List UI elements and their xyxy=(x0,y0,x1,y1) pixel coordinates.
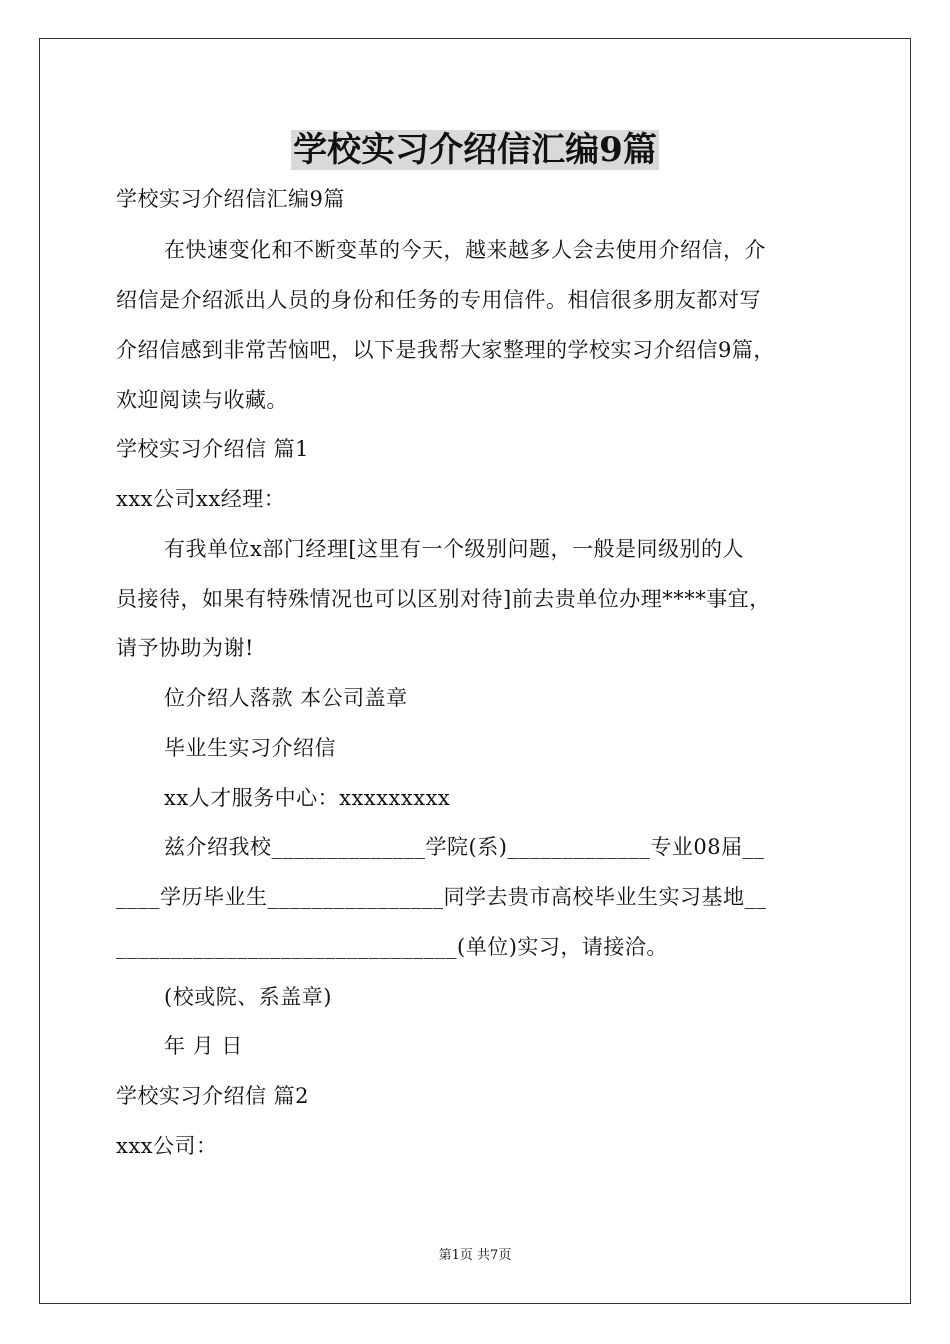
subtitle-line: 学校实习介绍信汇编9篇 xyxy=(116,187,345,211)
page-border xyxy=(39,38,911,1304)
body-line: 在快速变化和不断变革的今天，越来越多人会去使用介绍信，介 xyxy=(164,238,766,262)
salutation-line: xxx公司xx经理： xyxy=(116,487,286,511)
signature-line: 位介绍人落款 本公司盖章 xyxy=(164,686,408,710)
letter-heading: 毕业生实习介绍信 xyxy=(164,736,336,760)
body-line: 介绍信感到非常苦恼吧，以下是我帮大家整理的学校实习介绍信9篇， xyxy=(116,338,775,362)
body-line: 绍信是介绍派出人员的身份和任务的专用信件。相信很多朋友都对写 xyxy=(116,288,761,312)
stamp-line: (校或院、系盖章) xyxy=(164,985,332,1009)
salutation-line: xxx公司： xyxy=(116,1134,218,1158)
body-line: _______________________________(单位)实习，请接洽。 xyxy=(116,935,668,959)
body-line: 欢迎阅读与收藏。 xyxy=(116,388,288,412)
document-title xyxy=(0,124,950,176)
date-line: 年 月 日 xyxy=(164,1034,243,1058)
page-number: 第1页 共7页 xyxy=(438,1248,512,1263)
section-heading-2: 学校实习介绍信 篇2 xyxy=(116,1084,310,1108)
body-line: 兹介绍我校______________学院(系)_____________专业08届__ xyxy=(164,835,765,859)
salutation-line: xx人才服务中心：xxxxxxxxx xyxy=(164,786,451,810)
body-line: 员接待，如果有特殊情况也可以区别对待]前去贵单位办理****事宜， xyxy=(116,587,771,611)
document-title-text: 学校实习介绍信汇编9篇 xyxy=(293,130,657,170)
body-line: 请予协助为谢! xyxy=(116,636,254,660)
body-line: ____学历毕业生________________同学去贵市高校毕业生实习基地__ xyxy=(116,885,767,909)
section-heading-1: 学校实习介绍信 篇1 xyxy=(116,437,310,461)
body-line: 有我单位x部门经理[这里有一个级别问题，一般是同级别的人 xyxy=(164,537,745,561)
